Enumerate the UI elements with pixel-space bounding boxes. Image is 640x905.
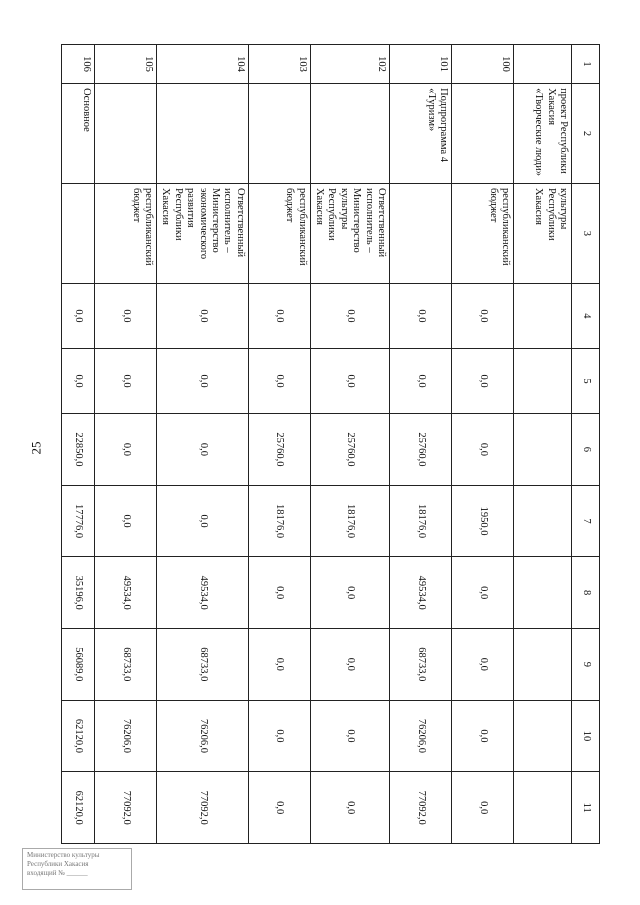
value-cell: 49534,0 — [95, 557, 157, 629]
value-cell: 0,0 — [310, 283, 389, 348]
value-cell: 0,0 — [452, 414, 514, 486]
column-header: 7 — [572, 485, 600, 557]
row-label-cell — [157, 84, 249, 184]
page-number: 25 — [28, 441, 44, 455]
stamp-line: Республики Хакасия — [27, 860, 89, 869]
value-cell: 0,0 — [248, 772, 310, 844]
budget-table — [61, 44, 600, 844]
row-number-cell: 102 — [310, 45, 389, 84]
value-cell — [514, 700, 572, 772]
column-header: 1 — [572, 45, 600, 84]
value-cell: 0,0 — [248, 629, 310, 701]
row-number-cell: 103 — [248, 45, 310, 84]
value-cell: 0,0 — [390, 283, 452, 348]
column-header: 5 — [572, 348, 600, 413]
value-cell: 1950,0 — [452, 485, 514, 557]
row-number-cell — [514, 45, 572, 84]
value-cell: 0,0 — [95, 348, 157, 413]
registration-stamp — [22, 848, 132, 890]
stamp-line: Министерство культуры — [27, 851, 100, 859]
value-cell — [514, 348, 572, 413]
row-number-cell: 106 — [62, 45, 95, 84]
value-cell: 0,0 — [390, 348, 452, 413]
row-label-cell — [310, 84, 389, 184]
column-header: 9 — [572, 629, 600, 701]
table-row — [248, 45, 310, 844]
row-label-cell — [248, 84, 310, 184]
row-label-cell — [95, 84, 157, 184]
value-cell: 68733,0 — [157, 629, 249, 701]
value-cell — [514, 557, 572, 629]
value-cell: 0,0 — [310, 557, 389, 629]
value-cell: 0,0 — [452, 700, 514, 772]
value-cell: 56089,0 — [62, 629, 95, 701]
table-row — [95, 45, 157, 844]
table-row — [62, 45, 95, 844]
value-cell: 0,0 — [62, 283, 95, 348]
value-cell — [514, 629, 572, 701]
table-row — [452, 45, 514, 844]
value-cell: 0,0 — [452, 557, 514, 629]
row-label-cell: культуры Республики Хакасия — [514, 183, 572, 283]
value-cell — [514, 283, 572, 348]
value-cell: 76206,0 — [95, 700, 157, 772]
value-cell: 18176,0 — [248, 485, 310, 557]
table-body — [62, 45, 572, 844]
row-label-cell: Основное — [62, 84, 95, 184]
value-cell: 18176,0 — [390, 485, 452, 557]
row-label-cell — [452, 84, 514, 184]
value-cell: 0,0 — [157, 348, 249, 413]
value-cell: 0,0 — [95, 283, 157, 348]
value-cell: 18176,0 — [310, 485, 389, 557]
value-cell: 0,0 — [157, 283, 249, 348]
value-cell — [514, 485, 572, 557]
column-header: 4 — [572, 283, 600, 348]
value-cell: 0,0 — [62, 348, 95, 413]
value-cell: 0,0 — [248, 700, 310, 772]
value-cell: 49534,0 — [157, 557, 249, 629]
value-cell: 76206,0 — [157, 700, 249, 772]
column-header: 2 — [572, 84, 600, 184]
value-cell: 76206,0 — [390, 700, 452, 772]
value-cell: 25760,0 — [390, 414, 452, 486]
value-cell: 0,0 — [452, 629, 514, 701]
column-header: 11 — [572, 772, 600, 844]
value-cell — [514, 772, 572, 844]
value-cell: 25760,0 — [248, 414, 310, 486]
row-label-cell — [62, 183, 95, 283]
value-cell: 0,0 — [452, 348, 514, 413]
row-number-cell: 105 — [95, 45, 157, 84]
column-header: 6 — [572, 414, 600, 486]
value-cell: 62120,0 — [62, 772, 95, 844]
column-header: 10 — [572, 700, 600, 772]
row-label-cell: Ответственный исполнитель – Министерство культуры Республики Хакасия — [310, 183, 389, 283]
row-label-cell: республиканский бюджет — [248, 183, 310, 283]
table-row — [390, 45, 452, 844]
value-cell: 0,0 — [248, 557, 310, 629]
value-cell: 77092,0 — [95, 772, 157, 844]
value-cell: 0,0 — [310, 772, 389, 844]
value-cell: 35196,0 — [62, 557, 95, 629]
budget-table-container — [73, 44, 600, 844]
value-cell: 77092,0 — [157, 772, 249, 844]
row-number-cell: 104 — [157, 45, 249, 84]
table-row — [310, 45, 389, 844]
value-cell: 0,0 — [310, 700, 389, 772]
value-cell: 0,0 — [310, 348, 389, 413]
row-number-cell: 100 — [452, 45, 514, 84]
row-label-cell: Подпрограмма 4 «Туризм» — [390, 84, 452, 184]
column-header: 8 — [572, 557, 600, 629]
table-row — [157, 45, 249, 844]
value-cell: 0,0 — [248, 348, 310, 413]
stamp-line: входящий № ______ — [27, 869, 88, 878]
value-cell: 0,0 — [452, 283, 514, 348]
value-cell: 77092,0 — [390, 772, 452, 844]
row-label-cell — [390, 183, 452, 283]
value-cell: 0,0 — [248, 283, 310, 348]
row-label-cell: республиканский бюджет — [452, 183, 514, 283]
value-cell: 0,0 — [157, 485, 249, 557]
row-label-cell: проект Республики Хакасия «Творческие люди» — [514, 84, 572, 184]
value-cell: 22850,0 — [62, 414, 95, 486]
column-header: 3 — [572, 183, 600, 283]
value-cell: 0,0 — [95, 414, 157, 486]
value-cell: 62120,0 — [62, 700, 95, 772]
value-cell: 68733,0 — [95, 629, 157, 701]
table-header-row — [572, 45, 600, 844]
value-cell: 49534,0 — [390, 557, 452, 629]
table-row — [514, 45, 572, 844]
row-label-cell: Ответственный исполнитель – Министерство экономического развития Республики Хакасия — [157, 183, 249, 283]
row-label-cell: республиканский бюджет — [95, 183, 157, 283]
value-cell: 17776,0 — [62, 485, 95, 557]
value-cell: 0,0 — [310, 629, 389, 701]
value-cell: 0,0 — [157, 414, 249, 486]
value-cell: 25760,0 — [310, 414, 389, 486]
row-number-cell: 101 — [390, 45, 452, 84]
value-cell: 0,0 — [452, 772, 514, 844]
value-cell — [514, 414, 572, 486]
value-cell: 68733,0 — [390, 629, 452, 701]
value-cell: 0,0 — [95, 485, 157, 557]
